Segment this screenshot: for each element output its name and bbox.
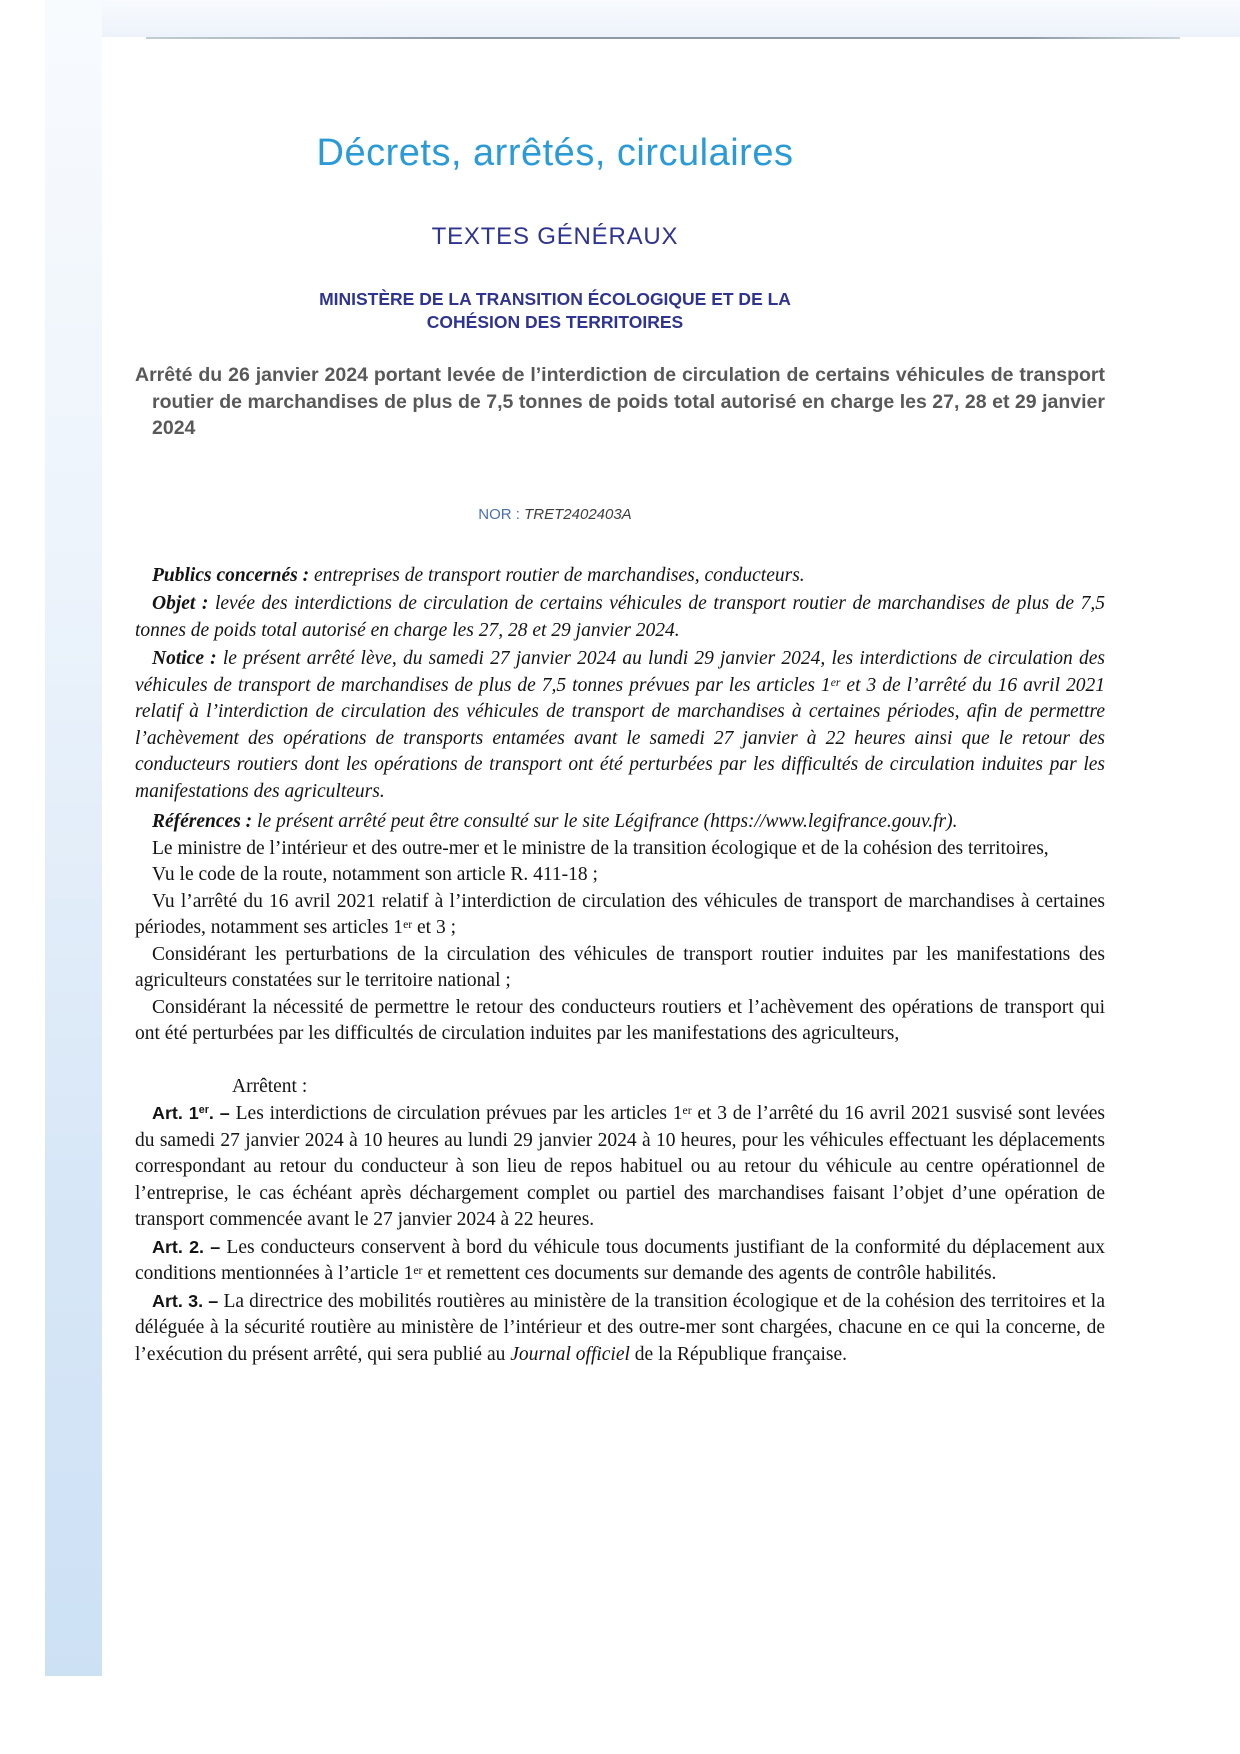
document-body [135,563,1105,1369]
article-2-paragraph: Art. 2. – Les conducteurs conservent à bord du véhicule tous documents justifiant de la conformité du déplacement aux conditions mentionnées à l’article 1er et remettent ces documents sur demande des agents de contrôle habilités. [135,1236,1106,1284]
rubric-title: Décrets, arrêtés, circulaires [316,132,794,174]
visa-code-route-paragraph: Vu le code de la route, notamment son article R. 411-18 ; [152,864,598,885]
article-1-paragraph: Art. 1er. – Les interdictions de circulation prévues par les articles 1er et 3 de l’arrêté du 16 avril 2021 susvisé sont levées du samedi 27 janvier 2024 à 10 heures au lundi 29 janvier 2024 à 10 heures, pour les véhicules effectuant les déplacements correspondant au retour du conducteur à son lieu de repos habituel ou au retour du véhicule au centre opérationnel de l’entreprise, le cas échéant après déchargement complet ou partiel des marchandises faisant l’objet d’une opération de transport commencée avant le 27 janvier 2024 à 22 heures. [135,1103,1105,1230]
decree-title: Arrêté du 26 janvier 2024 portant levée de l’interdiction de circulation de certains véhicules de transport routier de marchandises de plus de 7,5 tonnes de poids total autorisé en charge les 27, 28 et 29 janvier 2024 [135,364,1105,439]
visa-arrete-2021-paragraph: Vu l’arrêté du 16 avril 2021 relatif à l’interdiction de circulation des véhicules de transport de marchandises à certaines périodes, notamment ses articles 1er et 3 ; [135,890,1105,938]
objet-paragraph: Objet : levée des interdictions de circulation de certains véhicules de transport routier de marchandises de plus de 7,5 tonnes de poids total autorisé en charge les 27, 28 et 29 janvier 2024. [135,593,1105,641]
ministers-paragraph: Le ministre de l’intérieur et des outre-mer et le ministre de la transition écologique et de la cohésion des territoires, [152,837,1049,859]
section-title: TEXTES GÉNÉRAUX [431,223,679,250]
enacting-formula: Arrêtent : [232,1075,308,1097]
nor-line [135,505,975,525]
ministry-line-2: COHÉSION DES TERRITOIRES [426,312,684,332]
left-accent-band [45,0,102,1676]
nor-value: TRET2402403A [524,505,632,523]
ministry-heading [295,288,815,334]
page-content [135,0,1105,1368]
enacting-formula-block [135,1074,1105,1101]
publics-concernes-paragraph: Publics concernés : entreprises de transport routier de marchandises, conducteurs. [152,564,805,586]
ministry-line-1: MINISTÈRE DE LA TRANSITION ÉCOLOGIQUE ET DE LA [319,289,791,309]
considerant-necessite-paragraph: Considérant la nécessité de permettre le retour des conducteurs routiers et l’achèvement des opérations de transport qui ont été perturbées par les difficultés de circulation induites par les manifestations des agriculteurs, [135,996,1105,1044]
nor-column [135,505,975,525]
notice-paragraph: Notice : le présent arrêté lève, du samedi 27 janvier 2024 au lundi 29 janvier 2024, les interdictions de circulation des véhicules de transport de marchandises de plus de 7,5 tonnes prévues par les articles 1er et 3 de l’arrêté du 16 avril 2021 relatif à l’interdiction de circulation des véhicules de transport de marchandises à certaines périodes, afin de permettre l’achèvement des opérations de transports entamées avant le samedi 27 janvier à 22 heures ainsi que le retour des conducteurs routiers dont les opérations de transport ont été perturbées par les difficultés de circulation induites par les manifestations des agriculteurs. [135,648,1105,802]
nor-label: NOR : [478,505,525,523]
heading-column [135,128,975,334]
preamble-block [135,563,1105,836]
article-3-paragraph: Art. 3. – La directrice des mobilités routières au ministère de la transition écologique et de la cohésion des territoires et la déléguée à la sécurité routière au ministère de l’intérieur et des outre-mer sont chargées, chacune en ce qui la concerne, de l’exécution du présent arrêté, qui sera publié au Journal officiel de la République française. [135,1290,1105,1365]
references-paragraph: Références : le présent arrêté peut être consulté sur le site Légifrance (https://www.legifrance.gouv.fr). [152,811,958,832]
considerant-perturbations-paragraph: Considérant les perturbations de la circulation des véhicules de transport routier induites par les manifestations des agriculteurs constatées sur le territoire national ; [135,943,1105,991]
